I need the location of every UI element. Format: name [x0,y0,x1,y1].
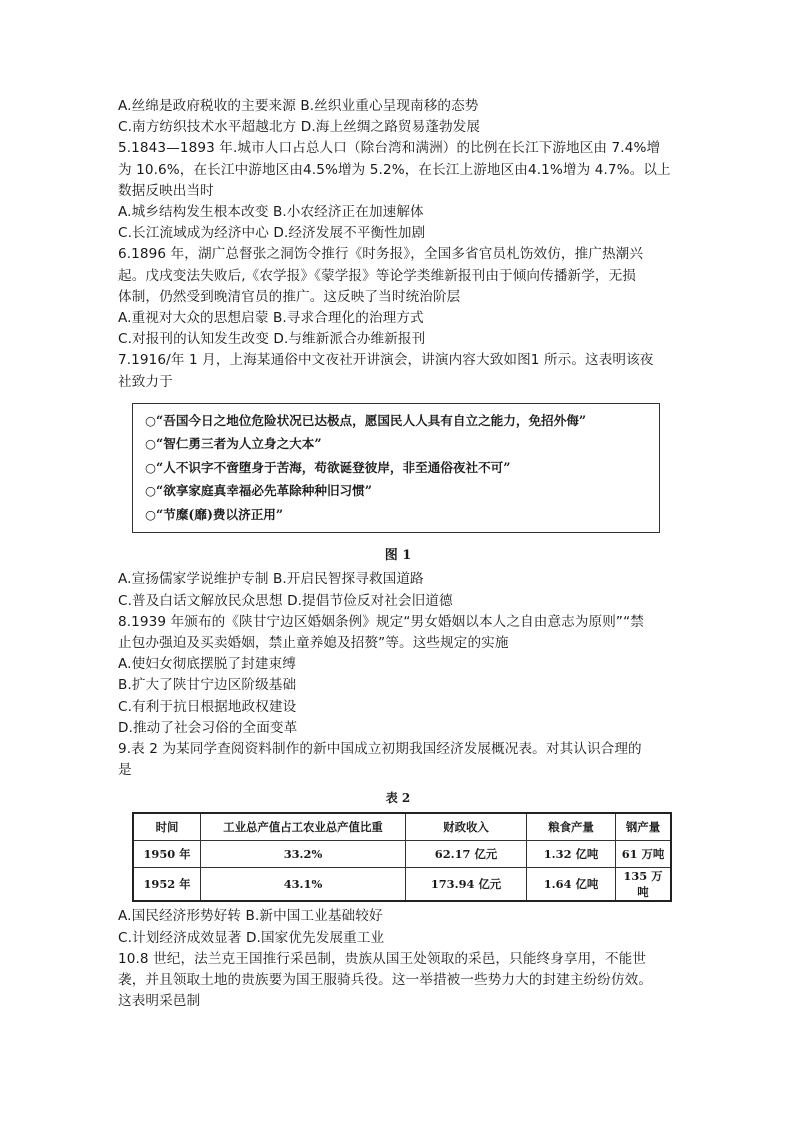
text-block-bottom [118,906,678,1012]
table-cell: 1952 年 [133,868,201,902]
text-line: A.城乡结构发生根本改变 B.小农经济正在加速解体 [118,204,424,221]
table-cell: 1950 年 [133,841,201,868]
table-cell: 135 万吨 [616,868,672,902]
figure1-caption: 图 1 [384,548,412,564]
text-line: 袭，并且领取土地的贵族要为国王服骑兵役。这一举措被一些势力大的封建主纷纷仿效。 [118,971,653,988]
figure1-item: ○“智仁勇三者为人立身之大本” [145,436,322,452]
text-line: 10.8 世纪，法兰克王国推行采邑制，贵族从国王处领取的采邑，只能终身享用，不能世 [118,950,647,967]
table-header-cell: 工业总产值占工农业总产值比重 [201,813,406,841]
figure1-box [132,403,660,534]
figure1-item: ○“人不识字不啻堕身于苦海，苟欲诞登彼岸，非至通俗夜社不可” [145,459,511,475]
table-header-row [133,813,671,841]
text-line: 社致力于 [118,373,173,390]
figure1-item: ○“吾国今日之地位危险状况已达极点，愿国民人人具有自立之能力，免招外侮” [145,412,587,428]
text-line: 体制，仍然受到晚清官员的推广。这反映了当时统治阶层 [118,288,461,305]
table-header-cell: 粮食产量 [527,813,616,841]
text-block-mid [118,569,678,781]
text-line: C.南方纺织技术水平超越北方 D.海上丝绸之路贸易蓬勃发展 [118,119,481,136]
text-line: A.国民经济形势好转 B.新中国工业基础较好 [118,908,383,925]
text-line: C.有利于抗日根据地政权建设 [118,698,297,715]
text-line: 为 10.6%，在长江中游地区由4.5%增为 5.2%，在长江上游地区由4.1%增为 4.7%。以上 [118,161,671,178]
text-line: D.推动了社会习俗的全面变革 [118,719,298,736]
table-cell: 173.94 亿元 [406,868,527,902]
text-line: C.对报刊的认知发生改变 D.与维新派合办维新报刊 [118,331,426,348]
text-line: C.计划经济成效显著 D.国家优先发展重工业 [118,929,385,946]
text-line: C.长江流域成为经济中心 D.经济发展不平衡性加剧 [118,225,426,242]
figure1-item: ○“节糜(靡)费以济正用” [145,506,284,522]
text-block-top [118,96,678,393]
table-cell: 43.1% [201,868,406,902]
text-line: 9.表 2 为某同学查阅资料制作的新中国成立初期我国经济发展概况表。对其认识合理的 [118,740,642,757]
exam-page [118,96,678,1012]
text-line: A.丝绵是政府税收的主要来源 B.丝织业重心呈现南移的态势 [118,98,479,114]
text-line: 6.1896 年，湖广总督张之洞饬令推行《时务报》，全国多省官员札饬效仿，推广热潮兴 [118,246,644,263]
table-cell: 62.17 亿元 [406,841,527,868]
table2-caption: 表 2 [385,791,411,806]
text-line: 止包办强迫及买卖婚姻，禁止童养媳及招赘”等。这些规定的实施 [118,634,509,651]
table-header-cell: 财政收入 [406,813,527,841]
text-line: 8.1939 年颁布的《陕甘宁边区婚姻条例》规定“男女婚姻以本人之自由意志为原则”“禁 [118,613,644,630]
table-cell: 33.2% [201,841,406,868]
table-cell: 61 万吨 [616,841,672,868]
table-cell: 1.64 亿吨 [527,868,616,902]
table-header-cell: 时间 [133,813,201,841]
text-line: 这表明采邑制 [118,993,201,1010]
text-line: 7.1916/年 1 月，上海某通俗中文夜社开讲演会，讲演内容大致如图1 所示。这表明该夜 [118,352,654,369]
table2 [132,812,672,902]
figure1-item: ○“欲享家庭真幸福必先革除种种旧习惯” [145,483,372,499]
table-cell: 1.32 亿吨 [527,841,616,868]
table-row [133,841,671,868]
text-line: A.重视对大众的思想启蒙 B.寻求合理化的治理方式 [118,310,424,327]
text-line: C.普及白话文解放民众思想 D.提倡节俭反对社会旧道德 [118,592,453,609]
text-line: A.使妇女彻底摆脱了封建束缚 [118,656,296,673]
text-line: 起。戊戌变法失败后,《农学报》《蒙学报》等论学类维新报刊由于倾向传播新学，无损 [118,267,636,284]
text-line: 5.1843—1893 年.城市人口占总人口（除台湾和满洲）的比例在长江下游地区由 7.4%增 [118,140,661,157]
table-header-cell: 钢产量 [616,813,672,841]
text-line: 是 [118,762,132,779]
text-line: B.扩大了陕甘宁边区阶级基础 [118,677,297,694]
text-line: A.宣扬儒家学说维护专制 B.开启民智探寻救国道路 [118,571,424,588]
text-line: 数据反映出当时 [118,182,214,199]
table-row [133,868,671,902]
